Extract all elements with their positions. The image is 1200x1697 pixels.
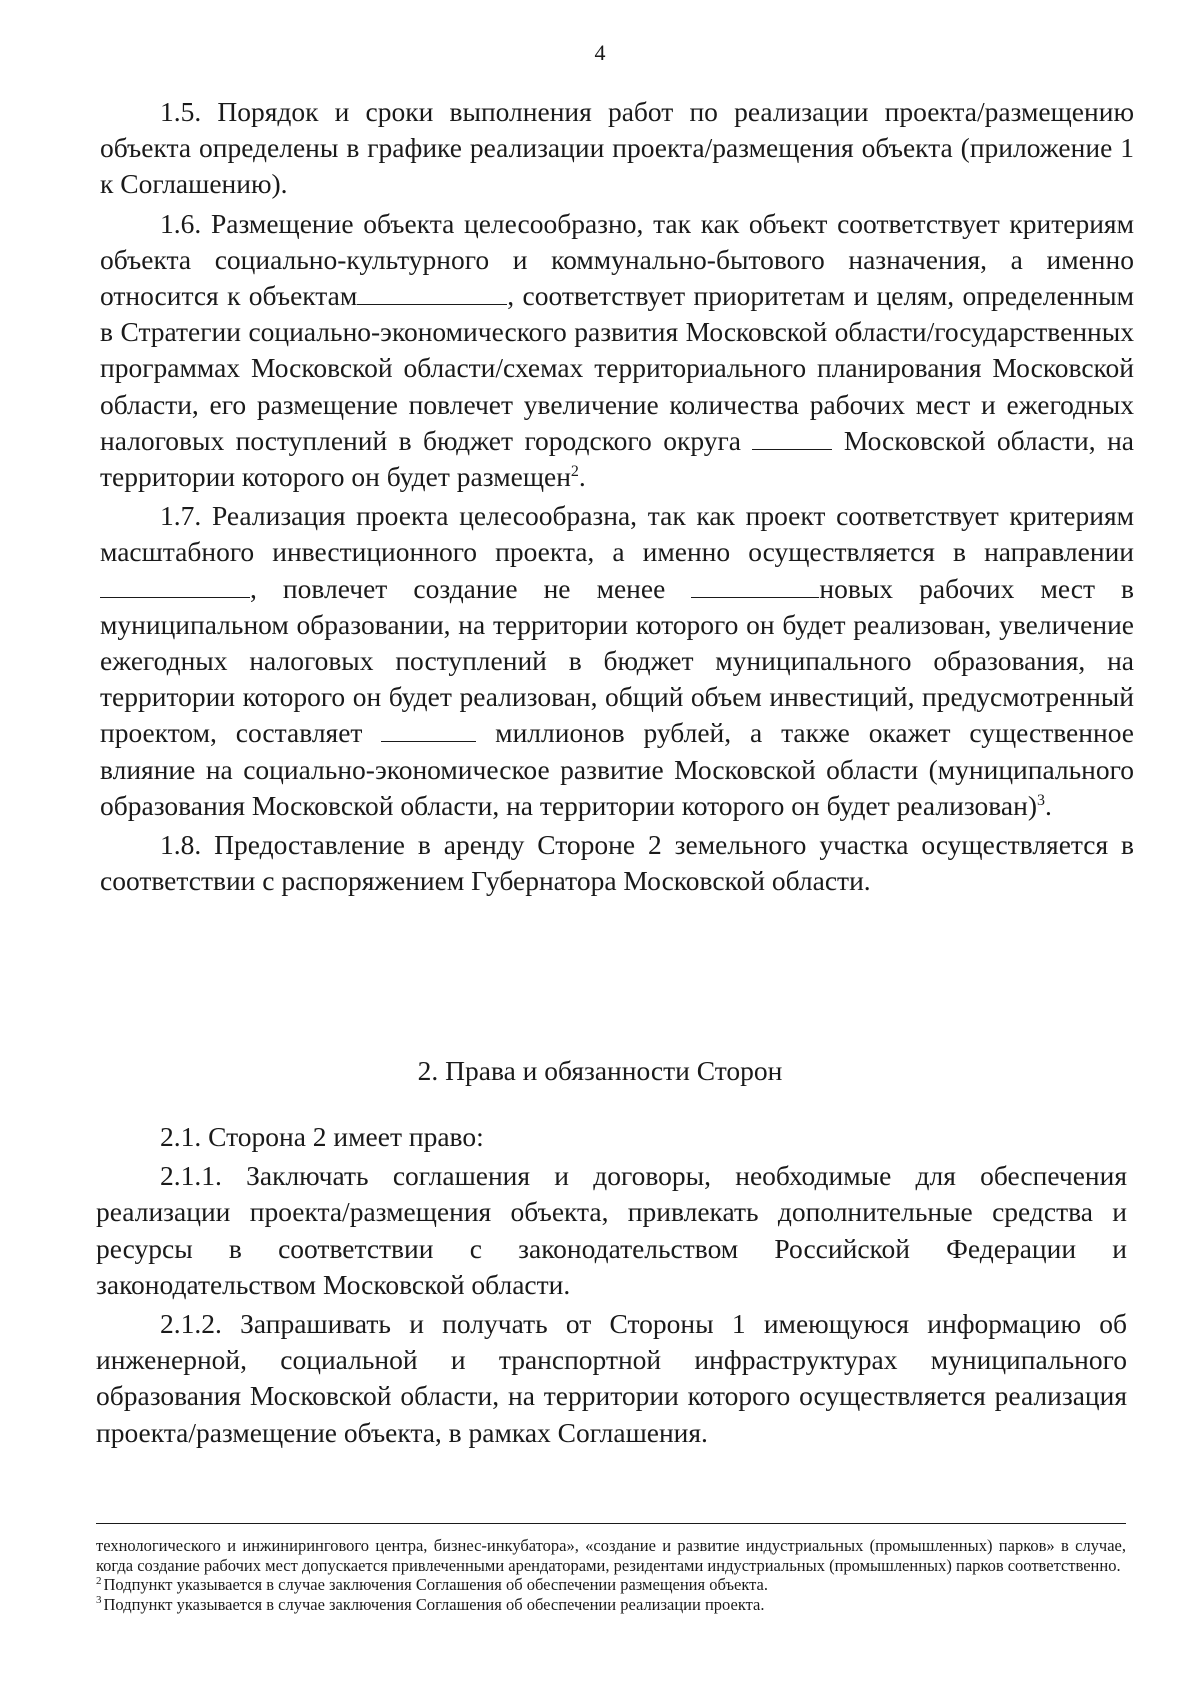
footnote-ref-2: 2 <box>570 462 579 480</box>
footnote-2-mark: 2 <box>96 1574 102 1587</box>
paragraph-2-1-2: 2.1.2. Запрашивать и получать от Стороны 1 имеющуюся информацию об инженерной, социальной и транспортной инфраструктурах муниципального образования Московской области, на территории которого осуществляется реализация проекта/размещение объекта, в рамках Соглашения. <box>96 1308 1127 1448</box>
footnote-separator <box>96 1523 1126 1524</box>
paragraph-1-6-end: . <box>578 461 586 493</box>
section-2-body <box>96 1119 1127 1451</box>
paragraph-1-6-part-b: , соответствует приоритетам и целям, определенным в Стратегии социально-экономического развития Московской области/государственных программах Московской области/схемах территориального планирования Московской области, его размещение повлечет увеличение количества рабочих мест и ежегодных налоговых поступлений в бюджет городского округа <box>100 280 1134 456</box>
paragraph-2-1: 2.1. Сторона 2 имеет право: <box>160 1121 484 1152</box>
paragraph-2-1-1: 2.1.1. Заключать соглашения и договоры, необходимые для обеспечения реализации проекта/размещения объекта, привлекать дополнительные средства и ресурсы в соответствии с законодательством Российской Федерации и законодательством Московской области. <box>96 1160 1127 1300</box>
blank-jobs-count <box>691 573 819 598</box>
paragraph-1-7-part-b: , повлечет создание не менее <box>250 572 666 604</box>
blank-city-district <box>752 425 832 450</box>
footnote-ref-3: 3 <box>1036 791 1045 809</box>
paragraph-1-6 <box>100 206 1134 496</box>
blank-investment-amount <box>381 717 476 742</box>
blank-direction <box>100 573 250 598</box>
paragraph-1-7-part-c: новых рабочих мест в муниципальном образовании, на территории которого он будет реализован, увеличение ежегодных налоговых поступлений в бюджет муниципального образования, на территории которого он будет реализован, общий объем инвестиций, предусмотренный проектом, составляет <box>100 572 1135 749</box>
paragraph-1-8: 1.8. Предоставление в аренду Стороне 2 земельного участка осуществляется в соответствии с распоряжением Губернатора Московской области. <box>100 829 1134 897</box>
footnote-3 <box>96 1595 1126 1615</box>
footnote-3-mark: 3 <box>96 1594 102 1606</box>
paragraph-1-7-part-d: миллионов рублей, а также окажет существенное влияние на социально-экономическое развитие Московской области (муниципального образования Московской области, на территории которого он будет реализован) <box>100 717 1134 821</box>
footnotes <box>96 1536 1126 1614</box>
section-2-title: 2. Права и обязанности Сторон <box>417 1055 783 1086</box>
paragraph-1-7 <box>100 498 1134 824</box>
paragraph-1-7-end: . <box>1044 789 1052 821</box>
footnote-3-text: Подпункт указывается в случае заключения Соглашения об обеспечении реализации проекта. <box>103 1594 765 1614</box>
paragraph-1-7-part-a: 1.7. Реализация проекта целесообразна, так как проект соответствует критериям масштабного инвестиционного проекта, а именно осуществляется в направлении <box>100 500 1134 568</box>
page-number: 4 <box>594 40 606 65</box>
paragraph-1-5: 1.5. Порядок и сроки выполнения работ по реализации проекта/размещению объекта определены в графике реализации проекта/размещения объекта (приложение 1 к Соглашению). <box>100 96 1134 200</box>
paragraph-1-6-part-c: Московской области, на территории которого он будет размещен <box>100 424 1135 493</box>
footnote-2 <box>96 1575 1126 1595</box>
footnote-2-text: Подпункт указывается в случае заключения Соглашения об обеспечении размещения объекта. <box>103 1575 768 1594</box>
section-1-continuation <box>100 94 1134 899</box>
footnote-continuation: технологического и инжинирингового центра, бизнес-инкубатора», «создание и развитие индустриальных (промышленных) парков» в случае, когда создание рабочих мест допускается привлеченными арендаторами, резидентами индустриальных (промышленных) парков соответственно. <box>96 1536 1126 1575</box>
paragraph-1-6-part-a: 1.6. Размещение объекта целесообразно, так как объект соответствует критериям объекта социально-культурного и коммунально-бытового назначения, а именно относится к объектам <box>100 207 1134 312</box>
blank-object-category <box>357 280 507 305</box>
